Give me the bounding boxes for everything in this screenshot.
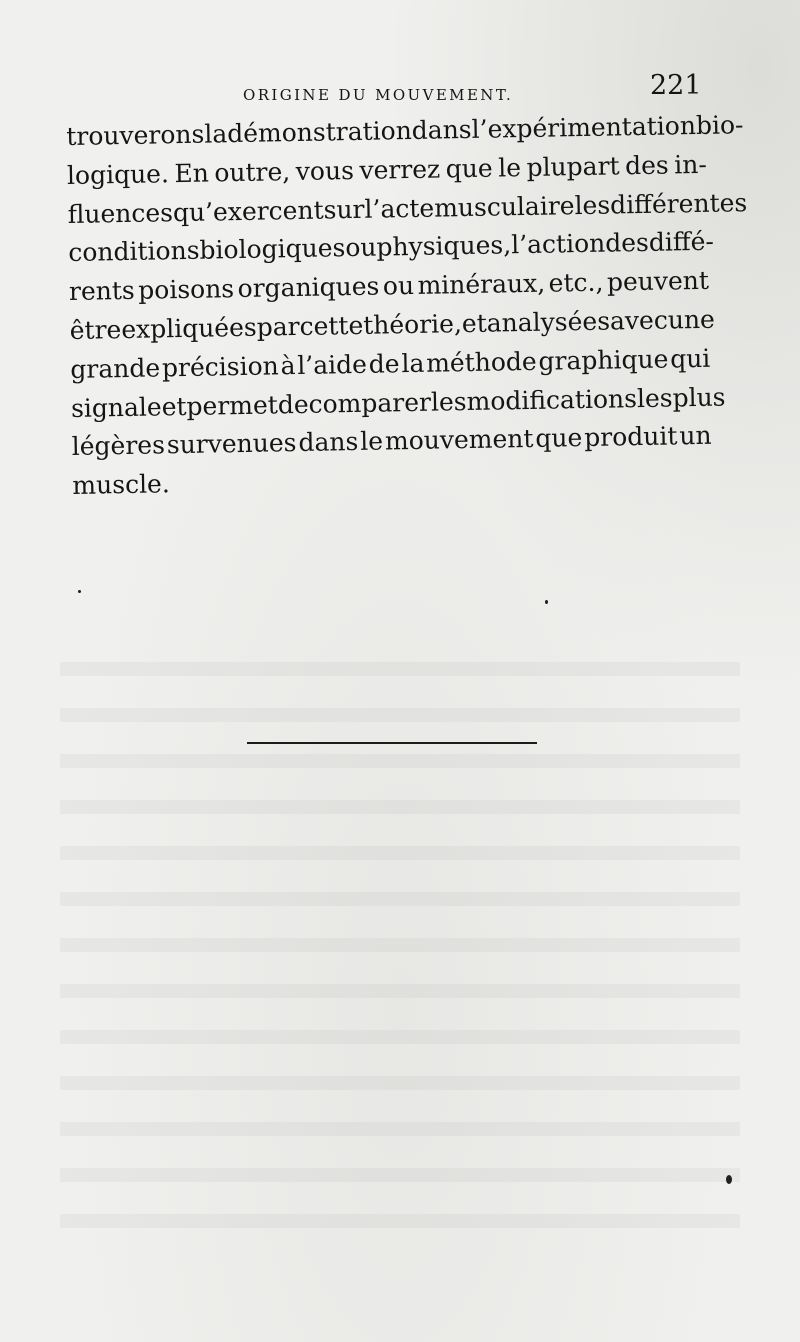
word: et [161, 391, 187, 421]
word: ou [345, 232, 377, 263]
word: les [574, 190, 611, 220]
word: ou [382, 271, 415, 301]
word: trouverons [66, 119, 205, 151]
word: survenues [166, 428, 297, 460]
word: muscle. [72, 469, 171, 501]
word: légères [71, 430, 166, 462]
word: comparer [308, 387, 432, 419]
word: sur [323, 194, 365, 225]
word: graphique [538, 344, 669, 376]
body-text [66, 107, 748, 506]
word: à [280, 350, 296, 381]
word: et [461, 308, 487, 339]
word: cette [299, 310, 364, 341]
word: l’action [510, 229, 606, 260]
ink-speck [78, 590, 81, 593]
word: méthode [425, 346, 537, 378]
word: logique. [66, 159, 170, 190]
word: un [679, 421, 712, 451]
word: poisons [138, 274, 235, 305]
word: diffé- [648, 227, 715, 258]
word: peuvent [606, 265, 710, 297]
section-rule [247, 742, 537, 744]
word: des [624, 150, 669, 181]
word: que [445, 153, 493, 184]
word: avec [609, 305, 669, 336]
word: biologiques [199, 233, 346, 266]
word: de [368, 348, 400, 379]
word: etc., [548, 267, 604, 298]
word: expliquées [121, 312, 257, 345]
word: la [401, 348, 425, 378]
word: les [636, 383, 673, 413]
word: modifications [466, 383, 638, 416]
word: verrez [359, 154, 441, 185]
word: mouvement [384, 424, 534, 456]
word: rents [68, 276, 136, 307]
word: musculaire [433, 190, 575, 223]
word: produit [584, 421, 678, 453]
word: qui [669, 343, 711, 374]
running-head: ORIGINE DU MOUVEMENT. [243, 86, 514, 104]
word: démonstration [226, 115, 413, 149]
word: l’expérimentation [471, 111, 697, 144]
word: que [535, 423, 583, 454]
word: grande [70, 353, 161, 384]
word: plus [672, 382, 726, 413]
word: plupart [526, 151, 620, 182]
word: le [497, 152, 522, 183]
word: permet [186, 389, 279, 421]
word: la [204, 119, 228, 149]
word: En [174, 158, 210, 188]
word: dans [298, 427, 359, 458]
word: une [667, 304, 716, 335]
word: bio- [695, 110, 744, 141]
word: organiques [237, 271, 380, 304]
word: par [256, 311, 300, 342]
word: les [430, 386, 467, 417]
word: différentes [609, 187, 748, 220]
word: l’aide [297, 349, 368, 380]
word: in- [674, 149, 708, 180]
word: l’acte [364, 193, 435, 224]
word: analysées [486, 306, 611, 338]
word: être [69, 315, 122, 345]
word: dans [411, 114, 472, 145]
word: qu’exercent [172, 195, 324, 227]
word: physiques, [376, 230, 512, 262]
word: outre, [214, 156, 291, 188]
word: conditions [68, 236, 200, 268]
word: fluences [67, 197, 174, 229]
word: de [277, 389, 309, 419]
word: théorie, [362, 309, 463, 340]
word: précision [161, 351, 279, 383]
word: vous [295, 155, 355, 186]
word: minéraux, [417, 268, 546, 301]
word: signale [70, 391, 162, 423]
ink-speck [545, 600, 548, 604]
bleed-through-text [60, 640, 740, 1260]
page-number: 221 [650, 70, 702, 101]
ink-speck [726, 1175, 732, 1184]
word: des [604, 228, 650, 258]
word: le [360, 426, 384, 457]
